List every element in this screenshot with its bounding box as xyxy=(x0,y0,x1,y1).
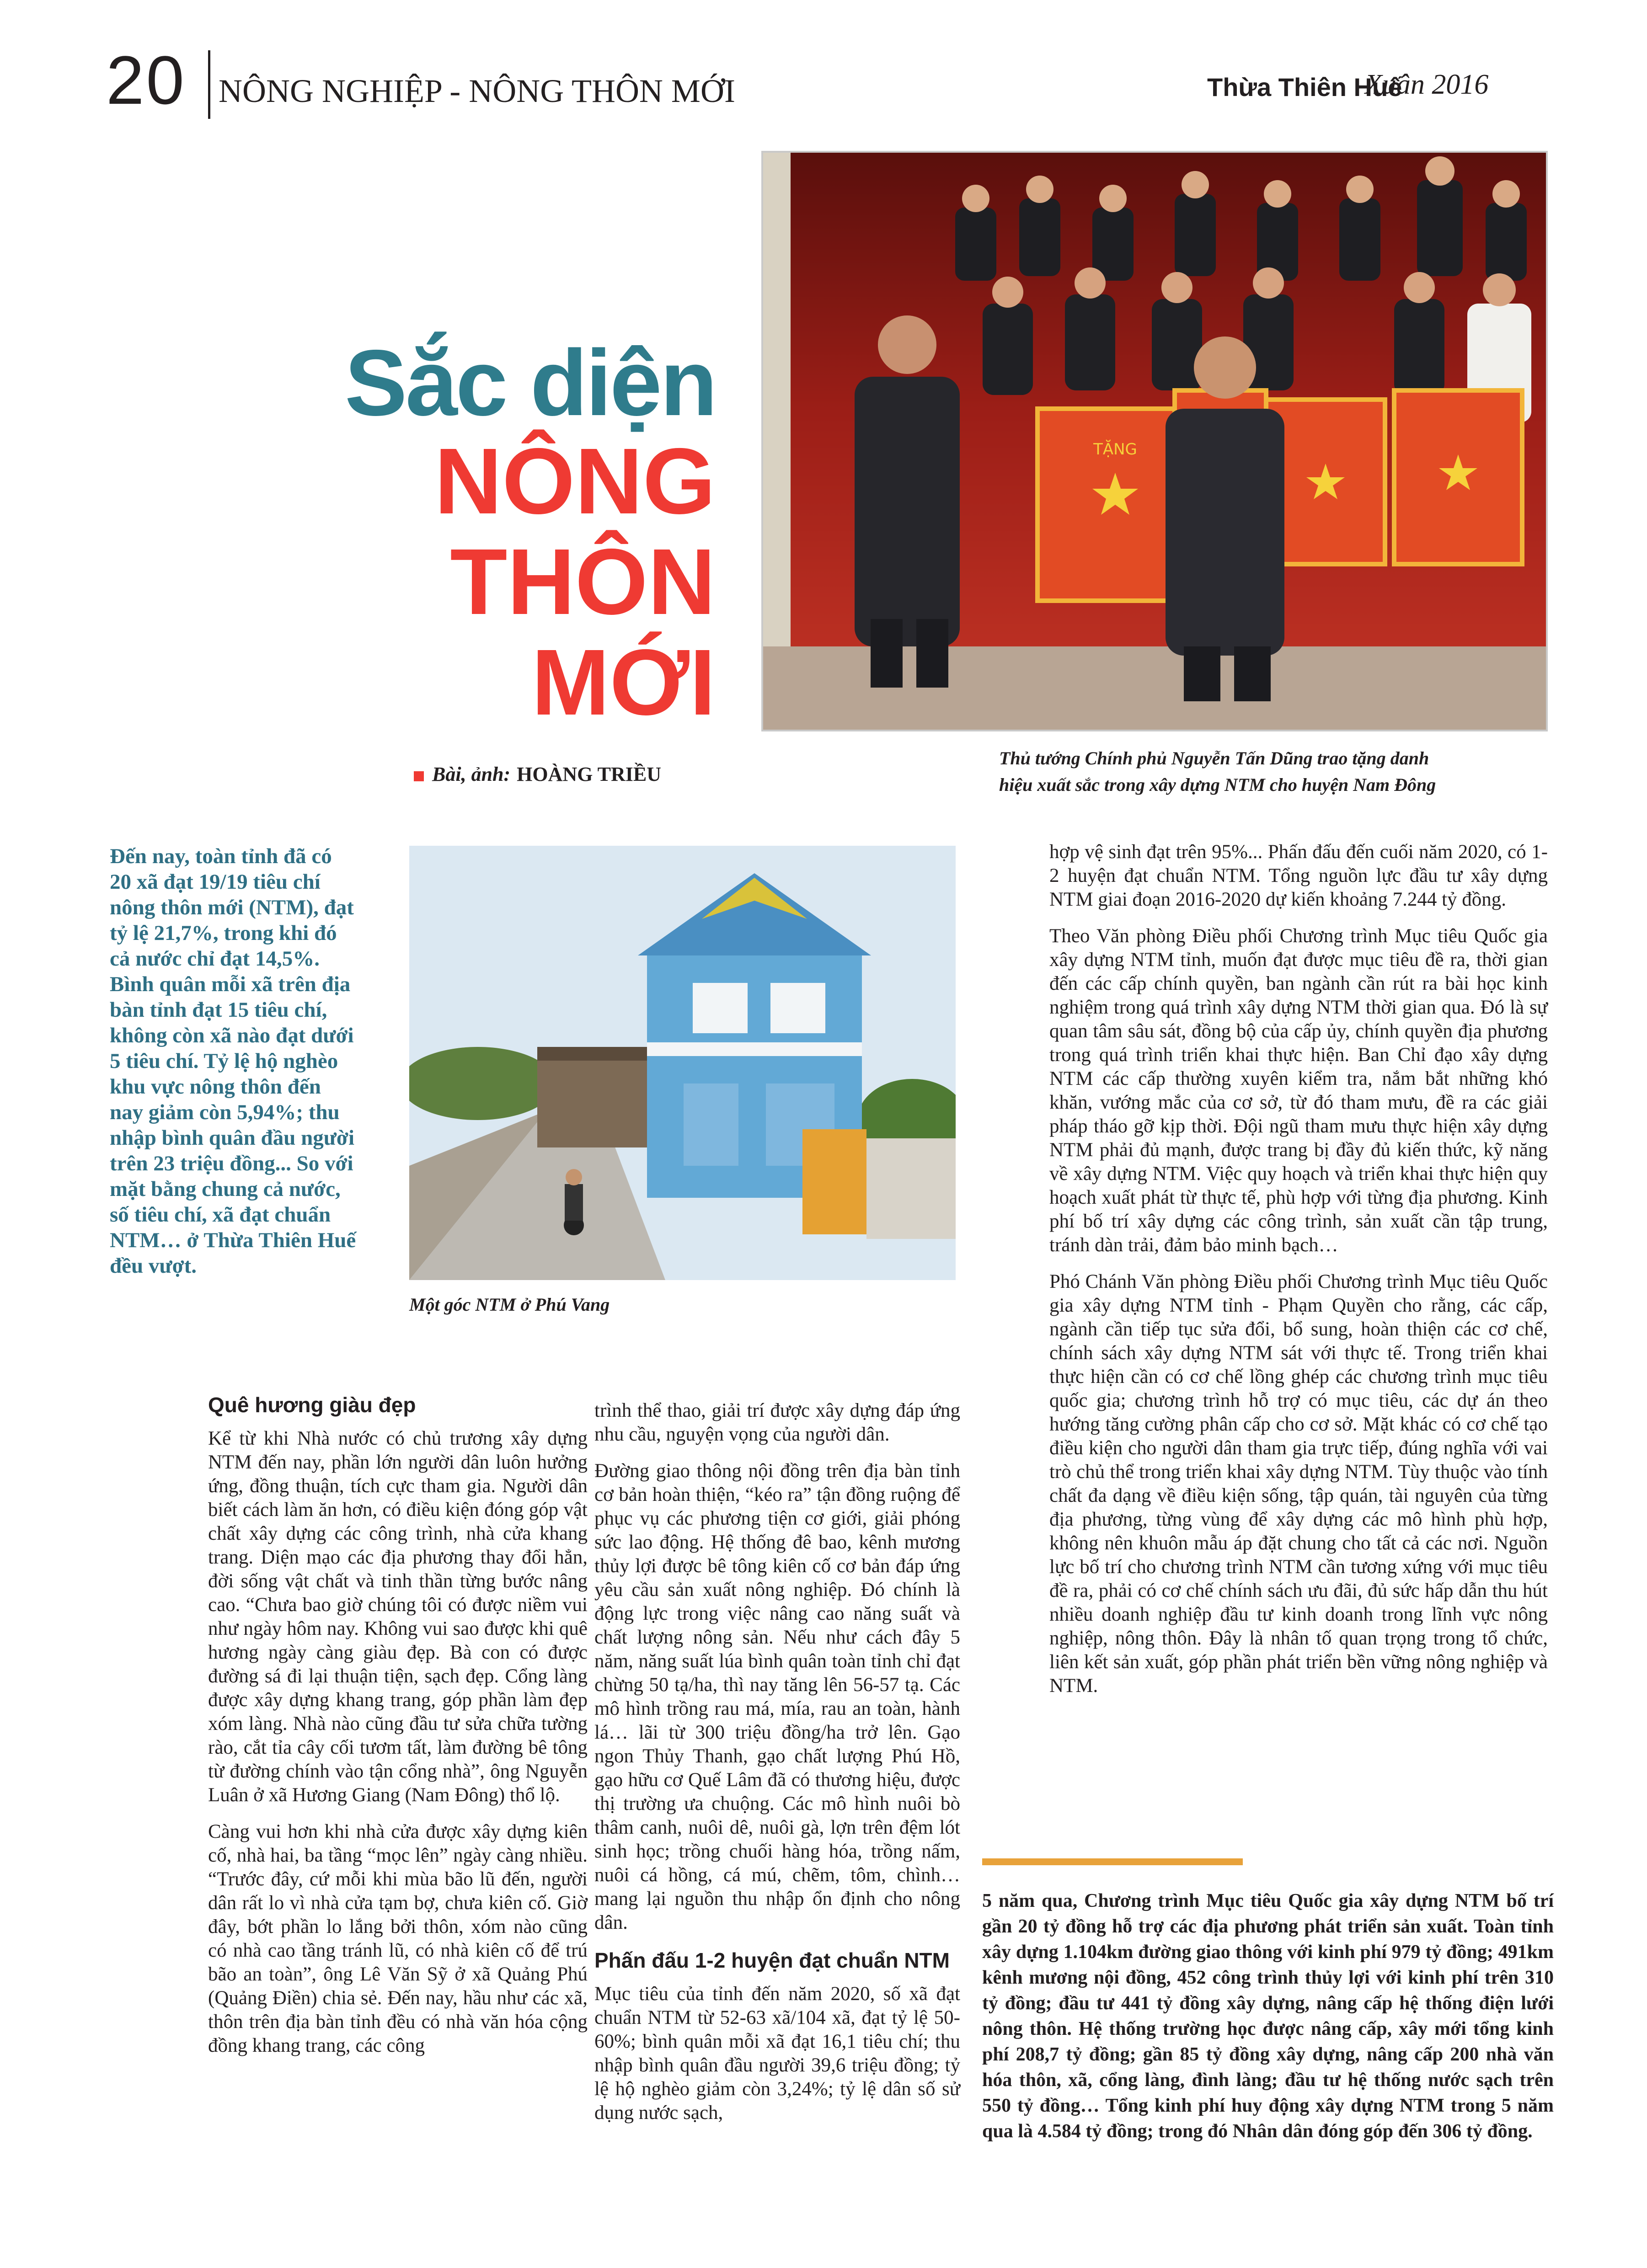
publication-name: Thừa Thiên Huế xyxy=(1207,73,1402,101)
top-photo-caption xyxy=(999,745,1548,798)
lead-paragraph: Đến nay, toàn tỉnh đã có 20 xã đạt 19/19 tiêu chí nông thôn mới (NTM), đạt tỷ lệ 21,7%, trong khi đó cả nước chỉ đạt 14,5%. Bình quân mỗi xã trên địa bàn tỉnh đạt 15 tiêu chí, không còn xã nào đạt dưới 5 tiêu chí. Tỷ lệ hộ nghèo khu vực nông thôn đến nay giảm còn 5,94%; thu nhập bình quân đầu người trên 23 triệu đồng... So với mặt bằng chung cả nước, số tiêu chí, xã đạt chuẩn NTM… ở Thừa Thiên Huế đều vượt. xyxy=(110,844,356,1278)
section-title: NÔNG NGHIỆP - NÔNG THÔN MỚI xyxy=(219,73,735,109)
publication-issue: Xuân 2016 xyxy=(1365,69,1489,100)
top-photo-caption-line-2: hiệu xuất sắc trong xây dựng NTM cho huyện Nam Đông xyxy=(999,774,1436,795)
top-photo-caption-line-1: Thủ tướng Chính phủ Nguyễn Tấn Dũng trao tặng danh xyxy=(999,748,1429,768)
summary-box-text: 5 năm qua, Chương trình Mục tiêu Quốc gia xây dựng NTM bố trí gần 20 tỷ đồng hỗ trợ các địa phương phát triển sản xuất. Toàn tỉnh xây dựng 1.104km đường giao thông với kinh phí 979 tỷ đồng; 491km kênh mương nội đồng, 452 công trình thủy lợi với kinh phí trên 310 tỷ đồng; đầu tư 441 tỷ đồng xây dựng, nâng cấp hệ thống điện lưới nông thôn. Hệ thống trường học được nâng cấp, xây mới tổng kinh phí 208,7 tỷ đồng; gần 85 tỷ đồng xây dựng, nâng cấp 200 nhà văn hóa thôn, xã, cổng làng, đình làng; đầu tư hệ thống nước sạch trên 550 tỷ đồng… Tổng kinh phí huy động xây dựng NTM trong 5 năm qua là 4.584 tỷ đồng; trong đó Nhân dân đóng góp đến 306 tỷ đồng. xyxy=(982,1890,1554,2142)
subheading-phan-dau: Phấn đấu 1-2 huyện đạt chuẩn NTM xyxy=(594,1948,950,1972)
paragraph: Mục tiêu của tỉnh đến năm 2020, số xã đạt chuẩn NTM từ 52-63 xã/104 xã, đạt tỷ lệ 50-60%; bình quân mỗi xã đạt 16,1 tiêu chí; thu nhập bình quân đầu người 39,6 triệu đồng; tỷ lệ hộ nghèo giảm còn 3,24%; tỷ lệ dân số sử dụng nước sạch, xyxy=(594,1983,960,2124)
ceremony-photo xyxy=(761,151,1548,731)
headline-line-3: THÔN xyxy=(450,529,716,634)
headline-line-2: NÔNG xyxy=(434,429,716,534)
byline-author: HOÀNG TRIỀU xyxy=(517,763,661,785)
village-photo xyxy=(409,846,956,1280)
village-photo-caption: Một góc NTM ở Phú Vang xyxy=(409,1294,610,1315)
byline xyxy=(414,763,661,786)
paragraph: Càng vui hơn khi nhà cửa được xây dựng kiên cố, nhà hai, ba tầng “mọc lên” ngày càng nhiều. “Trước đây, cứ mỗi khi mùa bão lũ đến, người dân rất lo vì nhà cửa tạm bợ, chưa kiên cố. Giờ đây, bớt phần lo lắng bởi thôn, xóm nào cũng có nhà cao tầng tránh lũ, có nhà kiên cố để trú bão an toàn”, ông Lê Văn Sỹ ở xã Quảng Phú (Quảng Điền) chia sẻ. Đến nay, hầu như các xã, thôn trên địa bàn tỉnh đều có nhà văn hóa cộng đồng khang trang, các công xyxy=(208,1821,588,2056)
header-divider xyxy=(208,50,210,119)
paragraph: Phó Chánh Văn phòng Điều phối Chương trình Mục tiêu Quốc gia xây dựng NTM tỉnh - Phạm Quyền cho rằng, các cấp, ngành cần tiếp tục sửa đổi, bổ sung, hoàn thiện các cơ chế, chính sách xây dựng NTM sát với thực tế. Trong triển khai thực hiện cần có cơ chế lồng ghép các chương trình mục tiêu quốc gia; chương trình hỗ trợ có mục tiêu, các dự án theo hướng tăng cường phân cấp cho cơ sở. Mặt khác có cơ chế tạo điều kiện cho người dân tham gia trực tiếp, đúng nghĩa với vai trò chủ thể trong triển khai xây dựng NTM. Tùy thuộc vào tính chất đa dạng về điều kiện sống, tập quán, tài nguyên của từng địa phương, từng vùng để xây dựng các mô hình phù hợp, không nên khuôn mẫu áp đặt chung cho tất cả các nơi. Nguồn lực bố trí cho chương trình NTM cần tương xứng với mục tiêu đề ra, phải có cơ chế chính sách ưu đãi, đủ sức hấp dẫn thu hút nhiều doanh nghiệp đầu tư kinh doanh trong lĩnh vực nông nghiệp, nông thôn. Đây là nhân tố quan trọng trong tổ chức, liên kết sản xuất, góp phần phát triển bền vững nông nghiệp và NTM. xyxy=(1049,1271,1548,1697)
article-column-1 xyxy=(208,1392,588,2071)
paragraph: trình thể thao, giải trí được xây dựng đáp ứng nhu cầu, nguyện vọng của người dân. xyxy=(594,1400,960,1445)
paragraph: Đường giao thông nội đồng trên địa bàn tỉnh cơ bản hoàn thiện, “kéo ra” tận đồng ruộng để phục vụ các phương tiện cơ giới, giải phóng sức lao động. Hệ thống đê bao, kênh mương thủy lợi được bê tông kiên cố cơ bản đáp ứng yêu cầu sản xuất nông nghiệp. Đó chính là động lực trong việc nâng cao năng suất và chất lượng nông sản. Nếu như cách đây 5 năm, năng suất lúa bình quân toàn tỉnh chỉ đạt chừng 50 tạ/ha, thì nay tăng lên 56-57 tạ. Các mô hình trồng rau má, mía, rau an toàn, hành lá… lãi từ 300 triệu đồng/ha trở lên. Gạo ngon Thủy Thanh, gạo chất lượng Phú Hồ, gạo hữu cơ Quế Lâm đã có thương hiệu, được thị trường ưa chuộng. Các mô hình nuôi bò thâm canh, nuôi dê, nuôi gà, lợn trên đệm lót sinh học; trồng chuối hàng hóa, trồng nấm, nuôi cá hồng, cá mú, chẽm, tôm, chình… mang lại nguồn thu nhập ổn định cho nông dân. xyxy=(594,1460,960,1933)
paragraph: hợp vệ sinh đạt trên 95%... Phấn đấu đến cuối năm 2020, có 1-2 huyện đạt chuẩn NTM. Tổng nguồn lực đầu tư xây dựng NTM giai đoạn 2016-2020 dự kiến khoảng 7.244 tỷ đồng. xyxy=(1049,841,1548,910)
article-column-2 xyxy=(594,1399,960,2138)
article-column-3 xyxy=(1049,840,1548,1711)
summary-box-rule xyxy=(982,1858,1243,1865)
paragraph: Theo Văn phòng Điều phối Chương trình Mục tiêu Quốc gia xây dựng NTM tỉnh, muốn đạt được mục tiêu đề ra, thời gian đến các cấp chính quyền, ban ngành cần rút ra bài học kinh nghiệm trong quá trình xây dựng NTM thời gian qua. Đó là sự quan tâm sâu sát, đồng bộ của cấp ủy, chính quyền địa phương trong quá trình triển khai thực hiện. Ban Chỉ đạo xây dựng NTM các cấp thường xuyên kiểm tra, nắm bắt những khó khăn, vướng mắc của cơ sở, từ đó tham mưu, đề ra các giải pháp tháo gỡ kịp thời. Đội ngũ tham mưu thực hiện xây dựng NTM phải đủ mạnh, được trang bị đầy đủ kiến thức, kỹ năng về xây dựng NTM. Việc quy hoạch và triển khai thực hiện quy hoạch xuất phát từ thực tế, phù hợp với từng địa phương. Kinh phí bố trí xây dựng các công trình, sản xuất cần tập trung, tránh dàn trải, đảm bảo minh bạch… xyxy=(1049,925,1548,1256)
headline-line-1: Sắc diện xyxy=(344,331,716,435)
page-number: 20 xyxy=(106,42,186,118)
banner-text: TẶNG xyxy=(1093,440,1137,459)
village-photo-illustration xyxy=(409,846,956,1280)
subheading-que-huong: Quê hương giàu đẹp xyxy=(208,1393,416,1417)
ceremony-photo-illustration xyxy=(763,153,1546,730)
paragraph: Kể từ khi Nhà nước có chủ trương xây dựng NTM đến nay, phần lớn người dân luôn hưởng ứng, đồng thuận, tích cực tham gia. Người dân biết cách làm ăn hơn, có điều kiện đóng góp vật chất xây dựng các công trình, nhà cửa khang trang. Diện mạo các địa phương thay đổi hẳn, đời sống vật chất và tinh thần từng bước nâng cao. “Chưa bao giờ chúng tôi có được niềm vui như ngày hôm nay. Không vui sao được khi quê hương ngày càng giàu đẹp. Bà con có được đường sá đi lại thuận tiện, sạch đẹp. Cổng làng được xây dựng khang trang, góp phần làm đẹp xóm làng. Nhà nào cũng đầu tư sửa chữa tường rào, cắt tỉa cây cối tươm tất, làm đường bê tông từ đường chính vào tận cổng nhà”, ông Nguyễn Luân ở xã Hương Giang (Nam Đông) thổ lộ. xyxy=(208,1428,588,1806)
bullet-square-icon xyxy=(414,771,424,781)
headline-line-4: MỚI xyxy=(531,630,716,735)
byline-label: Bài, ảnh: xyxy=(432,763,511,785)
